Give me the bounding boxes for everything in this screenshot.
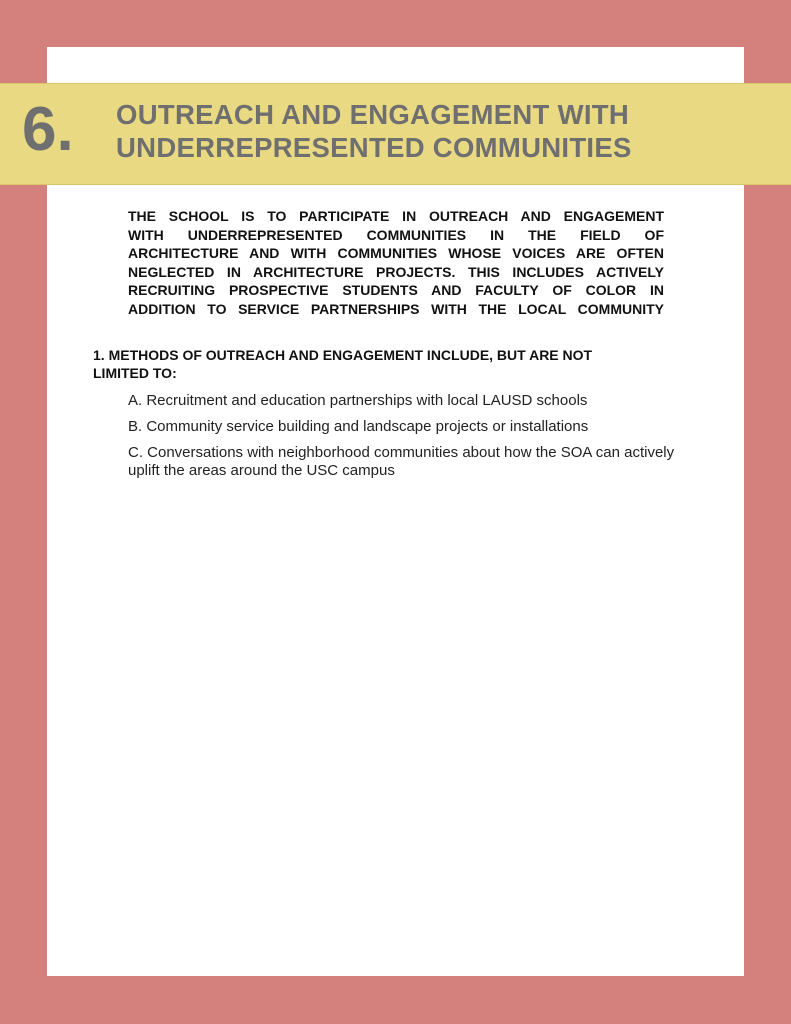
list-item-text: uplift the areas around the USC campus	[128, 462, 395, 479]
document-page	[47, 47, 744, 976]
list-item	[128, 418, 708, 436]
intro-line: NEGLECTED IN ARCHITECTURE PROJECTS. THIS INCLUDES ACTIVELY	[128, 263, 664, 280]
intro-line: ADDITION TO SERVICE PARTNERSHIPS WITH THE LOCAL COMMUNITY	[128, 300, 664, 317]
intro-line: RECRUITING PROSPECTIVE STUDENTS AND FACULTY OF COLOR IN	[128, 282, 664, 298]
methods-heading	[93, 346, 673, 382]
list-item	[128, 444, 708, 480]
methods-list	[128, 392, 708, 488]
list-item	[128, 392, 708, 410]
intro-line: WITH UNDERREPRESENTED COMMUNITIES IN THE FIELD OF	[128, 226, 664, 243]
section-number: 6.	[22, 95, 74, 164]
section-title-line: OUTREACH AND ENGAGEMENT WITH	[116, 99, 630, 130]
section-banner	[0, 83, 791, 185]
section-title	[116, 98, 776, 164]
section-title-line: UNDERREPRESENTED COMMUNITIES	[116, 132, 632, 163]
intro-line: ARCHITECTURE AND WITH COMMUNITIES WHOSE VOICES ARE OFTEN	[128, 245, 664, 261]
intro-line: THE SCHOOL IS TO PARTICIPATE IN OUTREACH AND ENGAGEMENT	[128, 208, 664, 224]
list-item-text: C. Conversations with neighborhood communities about how the SOA can actively	[128, 444, 675, 461]
methods-heading-line: 1. METHODS OF OUTREACH AND ENGAGEMENT INCLUDE, BUT ARE NOT	[93, 347, 593, 363]
list-item-text: B. Community service building and landscape projects or installations	[128, 418, 589, 435]
list-item-text: A. Recruitment and education partnerships with local LAUSD schools	[128, 392, 588, 409]
intro-paragraph	[128, 207, 664, 318]
methods-heading-line: LIMITED TO:	[93, 365, 177, 381]
